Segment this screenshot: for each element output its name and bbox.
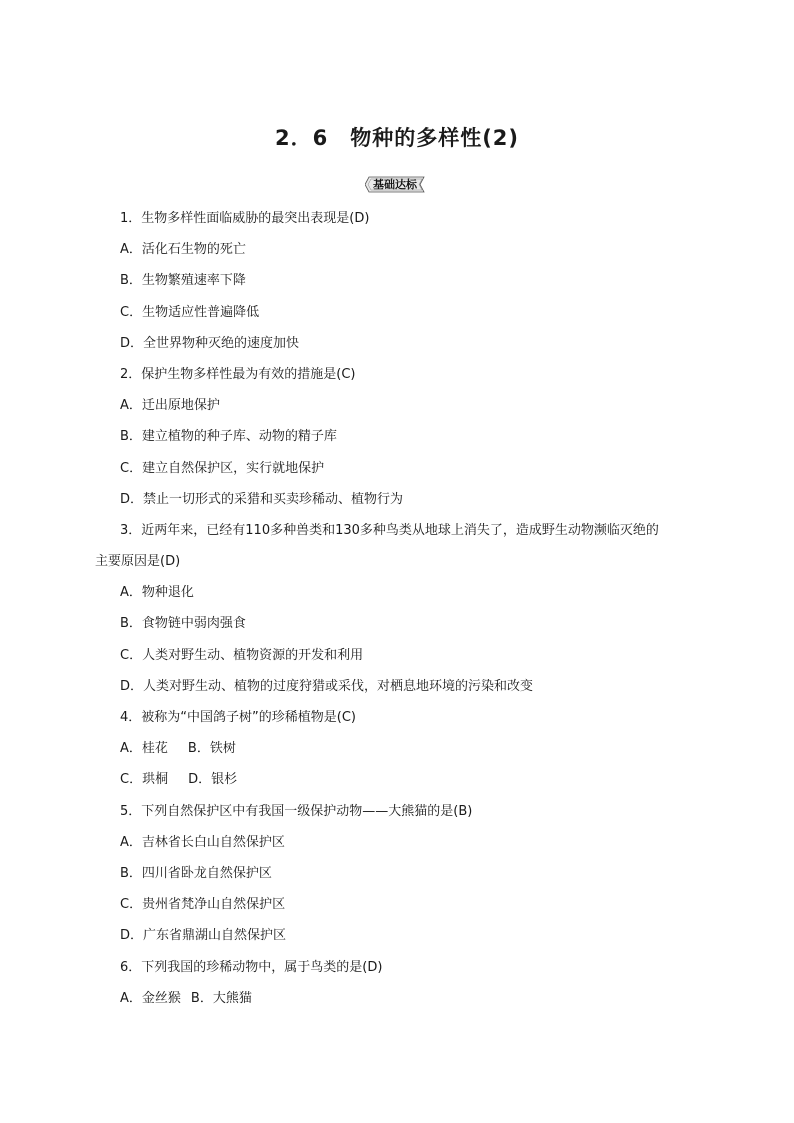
option-3c: C．人类对野生动、植物资源的开发和利用 [120, 647, 364, 663]
option-3d: D．人类对野生动、植物的过度狩猎或采伐，对栖息地环境的污染和改变 [120, 678, 534, 694]
question-stem-6: 6．下列我国的珍稀动物中，属于鸟类的是(D) [120, 959, 383, 975]
option-6a: A．金丝猴 [120, 990, 181, 1006]
option-2d: D．禁止一切形式的采猎和买卖珍稀动、植物行为 [120, 491, 404, 507]
option-5a: A．吉林省长白山自然保护区 [120, 834, 285, 850]
option-2a: A．迁出原地保护 [120, 398, 220, 414]
option-5b: B．四川省卧龙自然保护区 [120, 865, 272, 881]
option-5d: D．广东省鼎湖山自然保护区 [120, 928, 287, 944]
option-2b: B．建立植物的种子库、动物的精子库 [120, 429, 337, 445]
option-1d: D．全世界物种灭绝的速度加快 [120, 335, 300, 351]
question-stem-3-line1: 3．近两年来，已经有110多种兽类和130多种鸟类从地球上消失了，造成野生动物濒临灭绝的 [120, 522, 659, 538]
option-4b: B．铁树 [187, 741, 236, 757]
option-2c: C．建立自然保护区，实行就地保护 [120, 460, 325, 476]
question-stem-2: 2．保护生物多样性最为有效的措施是(C) [120, 366, 356, 382]
option-row-4cd [95, 764, 705, 795]
option-1c: C．生物适应性普遍降低 [120, 304, 260, 320]
option-1b: B．生物繁殖速率下降 [120, 273, 246, 289]
question-stem-5: 5．下列自然保护区中有我国一级保护动物——大熊猫的是(B) [120, 803, 473, 819]
option-3a: A．物种退化 [120, 585, 194, 601]
option-6b: B．大熊猫 [190, 990, 252, 1006]
question-stem-4: 4．被称为“中国鸽子树”的珍稀植物是(C) [120, 710, 356, 725]
option-4d: D．银杉 [188, 772, 238, 788]
section-label-text: 基础达标 [373, 178, 417, 191]
question-list [95, 203, 705, 1014]
option-row-6ab [95, 983, 705, 1014]
question-stem-1: 1．生物多样性面临威胁的最突出表现是(D) [120, 211, 370, 226]
question-stem-3-line2: 主要原因是(D) [95, 554, 181, 570]
option-5c: C．贵州省梵净山自然保护区 [120, 897, 286, 913]
option-4a: A．桂花 [120, 741, 168, 757]
option-1a: A．活化石生物的死亡 [120, 242, 246, 258]
option-3b: B．食物链中弱肉强食 [120, 616, 246, 632]
page-title: 2．6 物种的多样性(2) [274, 126, 520, 150]
option-row-4ab [95, 733, 705, 764]
option-4c: C．珙桐 [120, 772, 169, 788]
section-label-badge [365, 176, 425, 193]
